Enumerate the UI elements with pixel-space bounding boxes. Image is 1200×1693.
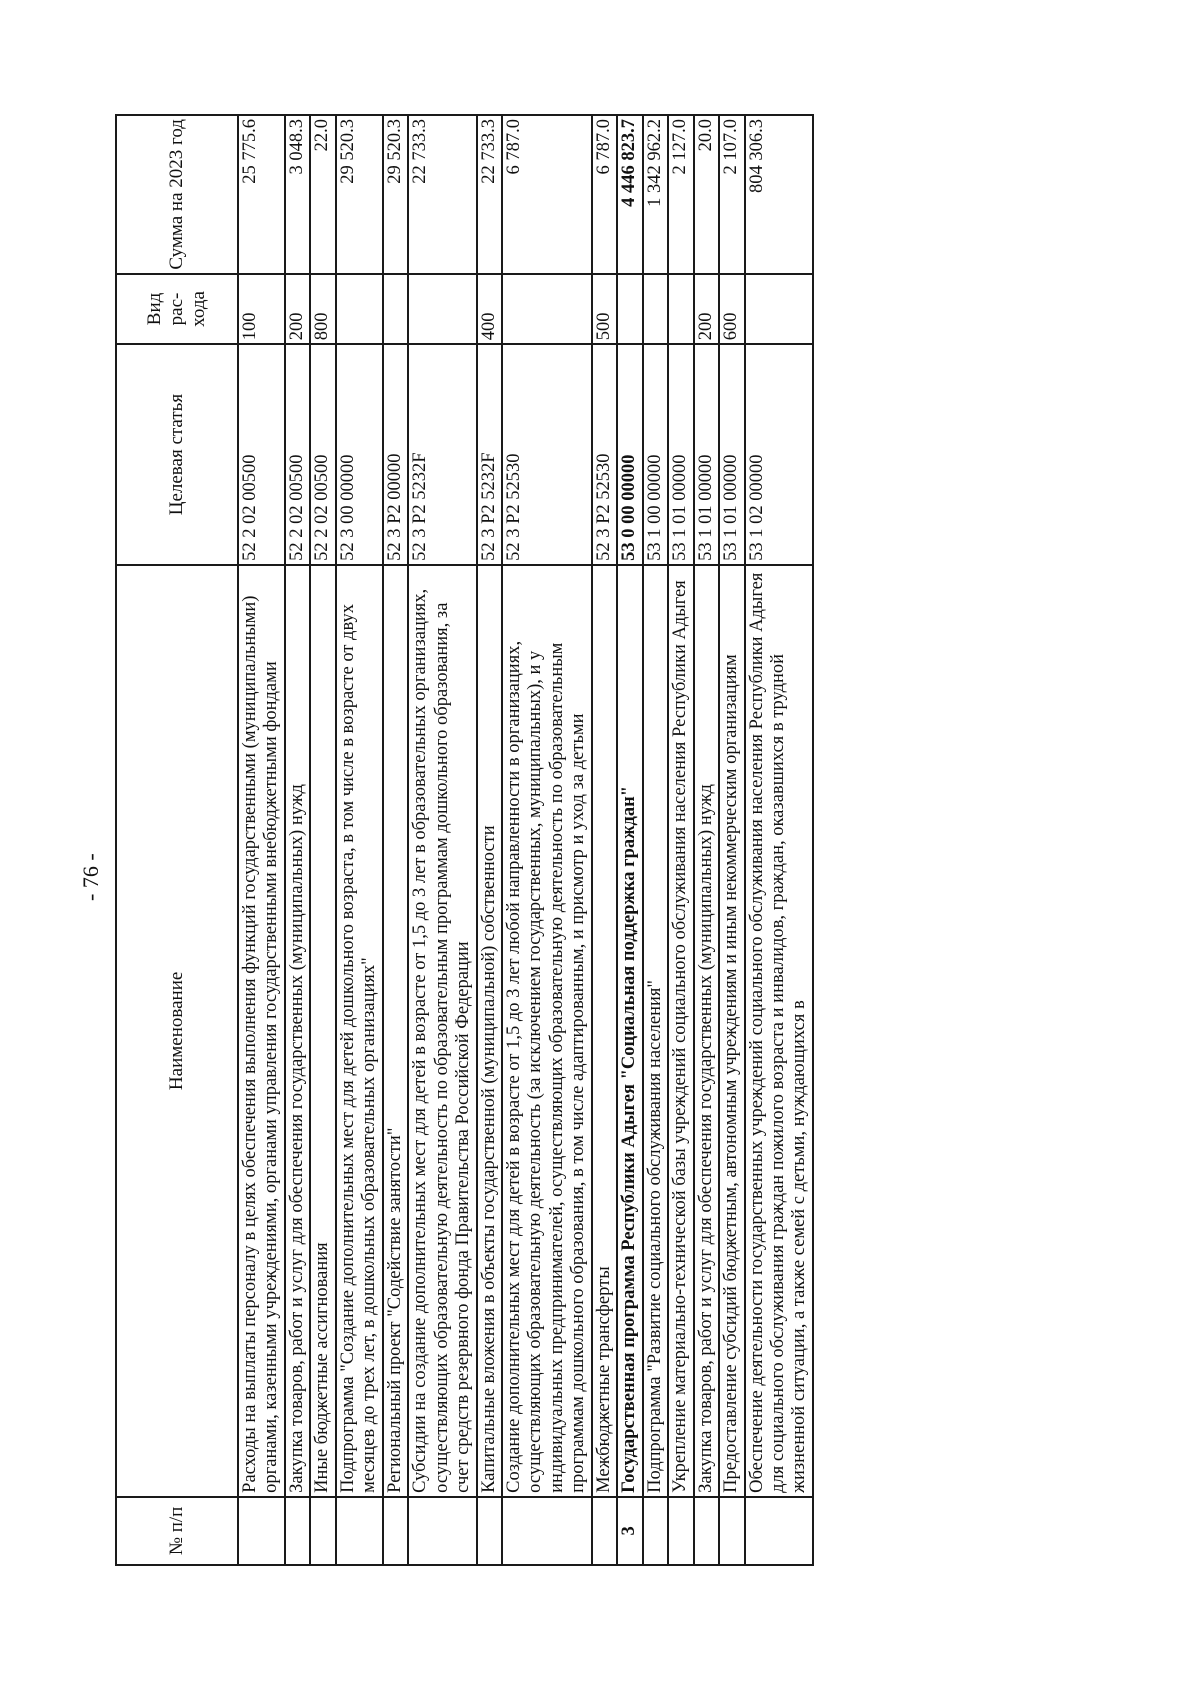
cell-sum: 29 520.3 (336, 115, 383, 274)
cell-code: 52 3 P2 52530 (592, 344, 617, 565)
table-row (745, 115, 813, 1565)
cell-num (694, 1497, 719, 1565)
table-body (238, 115, 813, 1565)
cell-kind: 100 (238, 274, 285, 345)
cell-num (668, 1497, 693, 1565)
cell-sum: 804 306.3 (745, 115, 813, 274)
cell-num (238, 1497, 285, 1565)
cell-num (745, 1497, 813, 1565)
cell-code: 52 3 P2 00000 (383, 344, 408, 565)
cell-name: Обеспечение деятельности государственных учреждений социального обслуживания населения Республики Адыгея для социального обслуживания граждан пожилого возраста и инвалидов, граждан, оказавшихся в трудной жизненной ситуации, а также семей с детьми, нуждающихся в (745, 565, 813, 1497)
cell-name: Закупка товаров, работ и услуг для обеспечения государственных (муниципальных) нужд (694, 565, 719, 1497)
cell-code: 52 3 00 00000 (336, 344, 383, 565)
table-row (238, 115, 285, 1565)
table-row (383, 115, 408, 1565)
header-code: Целевая статья (116, 344, 238, 565)
table-row (592, 115, 617, 1565)
header-sum: Сумма на 2023 год (116, 115, 238, 274)
header-num: № п/п (116, 1497, 238, 1565)
table-row (694, 115, 719, 1565)
cell-name: Расходы на выплаты персоналу в целях обеспечения выполнения функций государственными (муниципальными) органами, казенными учреждениями, органами управления государственными внебюджетными фондами (238, 565, 285, 1497)
header-kind: Вид рас-хода (116, 274, 238, 345)
cell-kind (336, 274, 383, 345)
table-row (408, 115, 476, 1565)
cell-sum: 25 775.6 (238, 115, 285, 274)
cell-code: 53 1 00 00000 (643, 344, 668, 565)
cell-sum: 22.0 (310, 115, 335, 274)
cell-kind: 800 (310, 274, 335, 345)
table-row (477, 115, 502, 1565)
table-row (668, 115, 693, 1565)
cell-sum: 2 127.0 (668, 115, 693, 274)
cell-sum: 2 107.0 (719, 115, 744, 274)
cell-kind (383, 274, 408, 345)
page-number: - 76 - (78, 853, 103, 901)
cell-name: Подпрограмма "Развитие социального обслуживания населения" (643, 565, 668, 1497)
cell-sum: 22 733.3 (477, 115, 502, 274)
cell-name: Государственная программа Республики Адыгея "Социальная поддержка граждан" (617, 565, 642, 1497)
cell-name: Межбюджетные трансферты (592, 565, 617, 1497)
cell-num (592, 1497, 617, 1565)
cell-num (285, 1497, 310, 1565)
cell-sum: 22 733.3 (408, 115, 476, 274)
cell-kind (643, 274, 668, 345)
cell-code: 53 1 01 00000 (668, 344, 693, 565)
cell-code: 52 2 02 00500 (238, 344, 285, 565)
cell-code: 52 3 P2 5232F (408, 344, 476, 565)
table-row (643, 115, 668, 1565)
cell-name: Иные бюджетные ассигнования (310, 565, 335, 1497)
cell-sum: 29 520.3 (383, 115, 408, 274)
cell-sum: 4 446 823.7 (617, 115, 642, 274)
cell-num (310, 1497, 335, 1565)
table-header-row (116, 115, 238, 1565)
cell-code: 52 2 02 00500 (310, 344, 335, 565)
budget-table (115, 114, 814, 1566)
table-row (285, 115, 310, 1565)
cell-sum: 3 048.3 (285, 115, 310, 274)
cell-num (477, 1497, 502, 1565)
cell-kind: 200 (694, 274, 719, 345)
table-row (719, 115, 744, 1565)
table-row (502, 115, 592, 1565)
cell-kind: 400 (477, 274, 502, 345)
table-row (617, 115, 642, 1565)
cell-num (336, 1497, 383, 1565)
cell-num (408, 1497, 476, 1565)
cell-sum: 20.0 (694, 115, 719, 274)
cell-code: 53 1 02 00000 (745, 344, 813, 565)
cell-name: Капитальные вложения в объекты государственной (муниципальной) собственности (477, 565, 502, 1497)
cell-name: Региональный проект "Содействие занятости" (383, 565, 408, 1497)
cell-sum: 1 342 962.2 (643, 115, 668, 274)
cell-num (719, 1497, 744, 1565)
cell-kind: 500 (592, 274, 617, 345)
cell-name: Предоставление субсидий бюджетным, автономным учреждениям и иным некоммерческим организациям (719, 565, 744, 1497)
cell-num (643, 1497, 668, 1565)
cell-name: Закупка товаров, работ и услуг для обеспечения государственных (муниципальных) нужд (285, 565, 310, 1497)
table-row (336, 115, 383, 1565)
cell-num: 3 (617, 1497, 642, 1565)
cell-kind: 600 (719, 274, 744, 345)
cell-sum: 6 787.0 (502, 115, 592, 274)
cell-code: 52 3 P2 52530 (502, 344, 592, 565)
cell-kind (668, 274, 693, 345)
cell-name: Создание дополнительных мест для детей в возрасте от 1,5 до 3 лет любой направленности в организациях, осуществляющих образовательную деятельность (за исключением государственных, муниципальных), и у индивидуальных предпринимателей, осуществляющих образовательную деятельность по образовательным программам дошкольного образования, в том числе адаптированным, и присмотр и уход за детьми (502, 565, 592, 1497)
cell-num (383, 1497, 408, 1565)
cell-code: 53 1 01 00000 (694, 344, 719, 565)
cell-name: Укрепление материально-технической базы учреждений социального обслуживания населения Республики Адыгея (668, 565, 693, 1497)
cell-kind (408, 274, 476, 345)
table-row (310, 115, 335, 1565)
cell-code: 52 2 02 00500 (285, 344, 310, 565)
header-name: Наименование (116, 565, 238, 1497)
cell-code: 53 0 00 00000 (617, 344, 642, 565)
cell-code: 52 3 P2 5232F (477, 344, 502, 565)
cell-name: Подпрограмма "Создание дополнительных мест для детей дошкольного возраста, в том числе в возрасте от двух месяцев до трех лет, в дошкольных образовательных организациях" (336, 565, 383, 1497)
cell-kind: 200 (285, 274, 310, 345)
cell-code: 53 1 01 00000 (719, 344, 744, 565)
cell-num (502, 1497, 592, 1565)
cell-kind (745, 274, 813, 345)
cell-kind (502, 274, 592, 345)
cell-sum: 6 787.0 (592, 115, 617, 274)
cell-name: Субсидии на создание дополнительных мест для детей в возрасте от 1,5 до 3 лет в образовательных организациях, осуществляющих образовательную деятельность по образовательным программам дошкольного образования, за счет средств резервного фонда Правительства Российской Федерации (408, 565, 476, 1497)
cell-kind (617, 274, 642, 345)
